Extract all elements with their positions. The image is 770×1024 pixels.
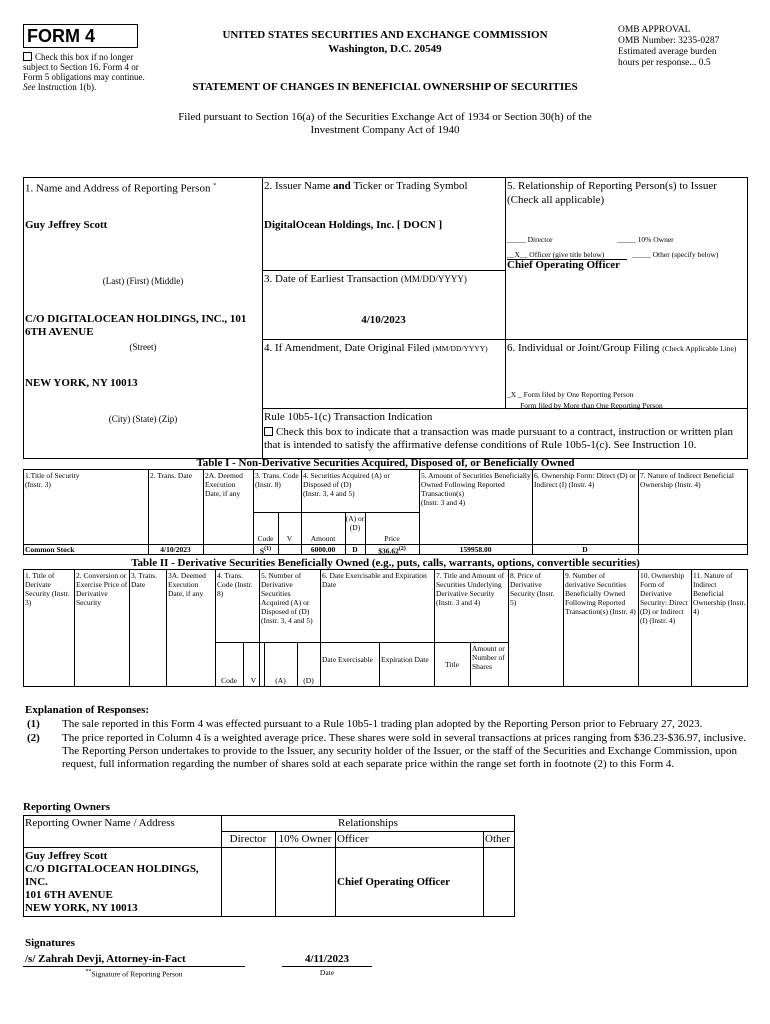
owners-heading: Reporting Owners xyxy=(23,801,111,813)
t2-s-code: Code xyxy=(221,676,237,685)
owner-officer-title: Chief Operating Officer xyxy=(337,876,451,888)
ten-pct-owner-option[interactable]: _____ 10% Owner xyxy=(617,235,674,244)
t2-c1: 1. Title of Derivate Security (Instr. 3) xyxy=(25,571,70,607)
rule-10b5-title: Rule 10b5-1(c) Transaction Indication xyxy=(264,411,433,423)
t1-sub-price: Price xyxy=(384,534,400,543)
statement-title: STATEMENT OF CHANGES IN BENEFICIAL OWNERSHIP OF SECURITIES xyxy=(192,81,578,93)
t1-row-price: $36.62$^{(2)}$ xyxy=(378,546,406,556)
t1-sub-amount: Amount xyxy=(310,534,336,543)
t2-c6: 6. Date Exercisable and Expiration Date xyxy=(322,571,427,589)
t2-s-amount: Amount or Number of Shares xyxy=(472,644,505,671)
director-option[interactable]: _____ Director xyxy=(507,235,553,244)
t1-h4: 4. Securities Acquired (A) or Disposed of (D) (Instr. 3, 4 and 5) xyxy=(303,471,390,498)
footnote-2: The price reported in Column 4 is a weighted average price. These shares were sold in several transactions at prices ranging from $36.23-$36.97, inclusive. The Reporting Person undertakes to provide to the Issuer, any security holder of the Issuer, or the staff of the Securities and Exchange Commission, upon request, full information regarding the number of shares sold at each separate price within the range set forth in footnote (2) to this Form 4. xyxy=(62,732,747,770)
t2-c2: 2. Conversion or Exercise Price of Derivative Security xyxy=(76,571,128,607)
name-caption: (Last) (First) (Middle) xyxy=(102,276,184,286)
filed-by-one-option[interactable]: _X _ Form filed by One Reporting Person xyxy=(507,390,634,399)
box5-sub: (Check all applicable) xyxy=(507,194,605,206)
rule-10b5-text: Check this box to indicate that a transaction was made pursuant to a contract, instruction or written plan that is intended to satisfy the affirmative defense conditions of Rule 10b5-1(c). See Instruction 10. xyxy=(264,426,733,451)
t2-s-d: (D) xyxy=(303,676,314,685)
t1-h7: 7. Nature of Indirect Beneficial Ownership (Instr. 4) xyxy=(640,471,734,489)
filed-by-more-option[interactable]: ___ Form filed by More than One Reporting Person xyxy=(507,401,663,410)
no-longer-subject-checkbox[interactable] xyxy=(23,52,32,61)
footnote-1: The sale reported in this Form 4 was effected pursuant to a Rule 10b5-1 trading plan adopted by the Reporting Person prior to February 27, 2023. xyxy=(62,718,703,730)
t1-row-code: $S^{(1)}$ xyxy=(259,546,272,556)
date-caption: Date xyxy=(319,968,335,977)
t1-row-title: Common Stock xyxy=(25,545,75,554)
box2-label: 2. Issuer Name and Ticker or Trading Symbol xyxy=(264,180,468,192)
box5-label: 5. Relationship of Reporting Person(s) to Issuer xyxy=(507,180,717,192)
t2-c8: 8. Price of Derivative Security (Instr. 5) xyxy=(510,571,555,607)
box6-label: 6. Individual or Joint/Group Filing (Check Applicable Line) xyxy=(507,342,737,354)
t2-c10: 10. Ownership Form of Derivative Security: Direct (D) or Indirect (I) (Instr. 4) xyxy=(640,571,688,625)
t2-s-v: V xyxy=(250,676,257,685)
earliest-transaction-date: 4/10/2023 xyxy=(361,314,406,326)
owner-name-address: Guy Jeffrey Scott C/O DIGITALOCEAN HOLDINGS, INC. 101 6TH AVENUE NEW YORK, NY 10013 xyxy=(25,850,199,914)
officer-option[interactable]: __X__ Officer (give title below) xyxy=(507,250,605,259)
t2-s-date-ex: Date Exercisable xyxy=(322,655,374,664)
table1-title: Table I - Non-Derivative Securities Acquired, Disposed of, or Beneficially Owned xyxy=(196,457,575,469)
reporting-person-street: C/O DIGITALOCEAN HOLDINGS, INC., 101 6TH AVENUE xyxy=(25,313,247,338)
t2-c9: 9. Number of derivative Securities Beneficially Owned Following Reported Transaction(s) (Instr. 4) xyxy=(565,571,636,616)
owners-col-director: Director xyxy=(229,833,267,845)
t2-c11: 11. Nature of Indirect Beneficial Ownership (Instr. 4) xyxy=(693,571,746,616)
signatures-heading: Signatures xyxy=(25,937,75,949)
issuer-name: DigitalOcean Holdings, Inc. [ DOCN ] xyxy=(264,219,443,231)
t1-row-form: D xyxy=(582,545,588,554)
other-option[interactable]: _____ Other (specify below) xyxy=(632,250,719,259)
reporting-person-name: Guy Jeffrey Scott xyxy=(25,219,108,231)
t1-sub-aord: (A) or (D) xyxy=(345,514,365,532)
t1-row-aord: D xyxy=(352,545,358,554)
officer-title: Chief Operating Officer xyxy=(507,259,621,271)
signature-caption: **Signature of Reporting Person xyxy=(85,969,183,979)
t2-c7: 7. Title and Amount of Securities Underlying Derivative Security (Instr. 3 and 4) xyxy=(436,571,505,607)
city-caption: (City) (State) (Zip) xyxy=(108,414,178,424)
explanation-heading: Explanation of Responses: xyxy=(25,704,150,716)
signature-date: 4/11/2023 xyxy=(304,953,349,965)
form-title-box xyxy=(23,24,138,48)
t2-c5: 5. Number of Derivative Securities Acquired (A) or Disposed of (D) (Instr. 3, 4 and 5) xyxy=(261,571,313,625)
table2-title: Table II - Derivative Securities Beneficially Owned (e.g., puts, calls, warrants, options, convertible securities) xyxy=(131,557,640,569)
owners-col-rel: Relationships xyxy=(338,817,398,829)
t1-h1: 1.Title of Security (Instr. 3) xyxy=(25,471,80,489)
street-caption: (Street) xyxy=(129,342,157,352)
owners-col-ten: 10% Owner xyxy=(278,833,332,845)
t1-row-amount: 6000.00 xyxy=(310,545,336,554)
t2-c4: 4. Trans. Code (Instr. 8) xyxy=(217,571,253,598)
t2-s-a: (A) xyxy=(275,676,286,685)
t1-h2a: 2A. Deemed Execution Date, if any xyxy=(205,471,243,498)
form-title: FORM 4 xyxy=(27,26,96,46)
owners-col-officer: Officer xyxy=(337,833,369,845)
t1-sub-code: Code xyxy=(257,534,274,543)
t1-row-date: 4/10/2023 xyxy=(160,545,191,554)
t2-c3a: 3A. Deemed Execution Date, if any xyxy=(168,571,206,598)
footnote-2-num: (2) xyxy=(27,732,40,744)
agency-location: Washington, D.C. 20549 xyxy=(328,43,442,55)
t1-h2: 2. Trans. Date xyxy=(150,471,193,480)
t2-s-title: Title xyxy=(445,660,459,669)
box3-label: 3. Date of Earliest Transaction (MM/DD/YYYY) xyxy=(264,273,467,285)
footnote-1-num: (1) xyxy=(27,718,40,730)
agency-name: UNITED STATES SECURITIES AND EXCHANGE COMMISSION xyxy=(222,29,548,41)
filed-pursuant-text: Filed pursuant to Section 16(a) of the Securities Exchange Act of 1934 or Section 30(h) of the Investment Company Act of 1940 xyxy=(178,111,592,136)
omb-approval: OMB APPROVAL OMB Number: 3235-0287 Estimated average burden hours per response... 0.5 xyxy=(618,25,720,68)
t2-c3: 3. Trans. Date xyxy=(131,571,158,589)
t1-row-owned: 159958.00 xyxy=(459,545,492,554)
owners-col-other: Other xyxy=(485,833,511,845)
box4-label: 4. If Amendment, Date Original Filed (MM/DD/YYYY) xyxy=(264,342,488,354)
t2-s-exp: Expiration Date xyxy=(381,655,429,664)
reporting-person-city: NEW YORK, NY 10013 xyxy=(25,377,138,389)
signer-name: /s/ Zahrah Devji, Attorney-in-Fact xyxy=(25,953,186,965)
owners-col-name: Reporting Owner Name / Address xyxy=(25,817,175,829)
no-longer-subject-checkbox-text: Check this box if no longer subject to Section 16. Form 4 or Form 5 obligations may continue. See Instruction 1(b). xyxy=(23,52,145,92)
t1-h3: 3. Trans. Code (Instr. 8) xyxy=(255,471,299,489)
t1-h5: 5. Amount of Securities Beneficially Owned Following Reported Transaction(s) (Instr. 3 and 4) xyxy=(421,471,531,507)
box1-label: 1. Name and Address of Reporting Person * xyxy=(25,182,217,195)
t1-h6: 6. Ownership Form: Direct (D) or Indirect (I) (Instr. 4) xyxy=(534,471,636,489)
rule-10b5-checkbox[interactable] xyxy=(264,427,273,436)
t1-sub-v: V xyxy=(286,534,293,543)
